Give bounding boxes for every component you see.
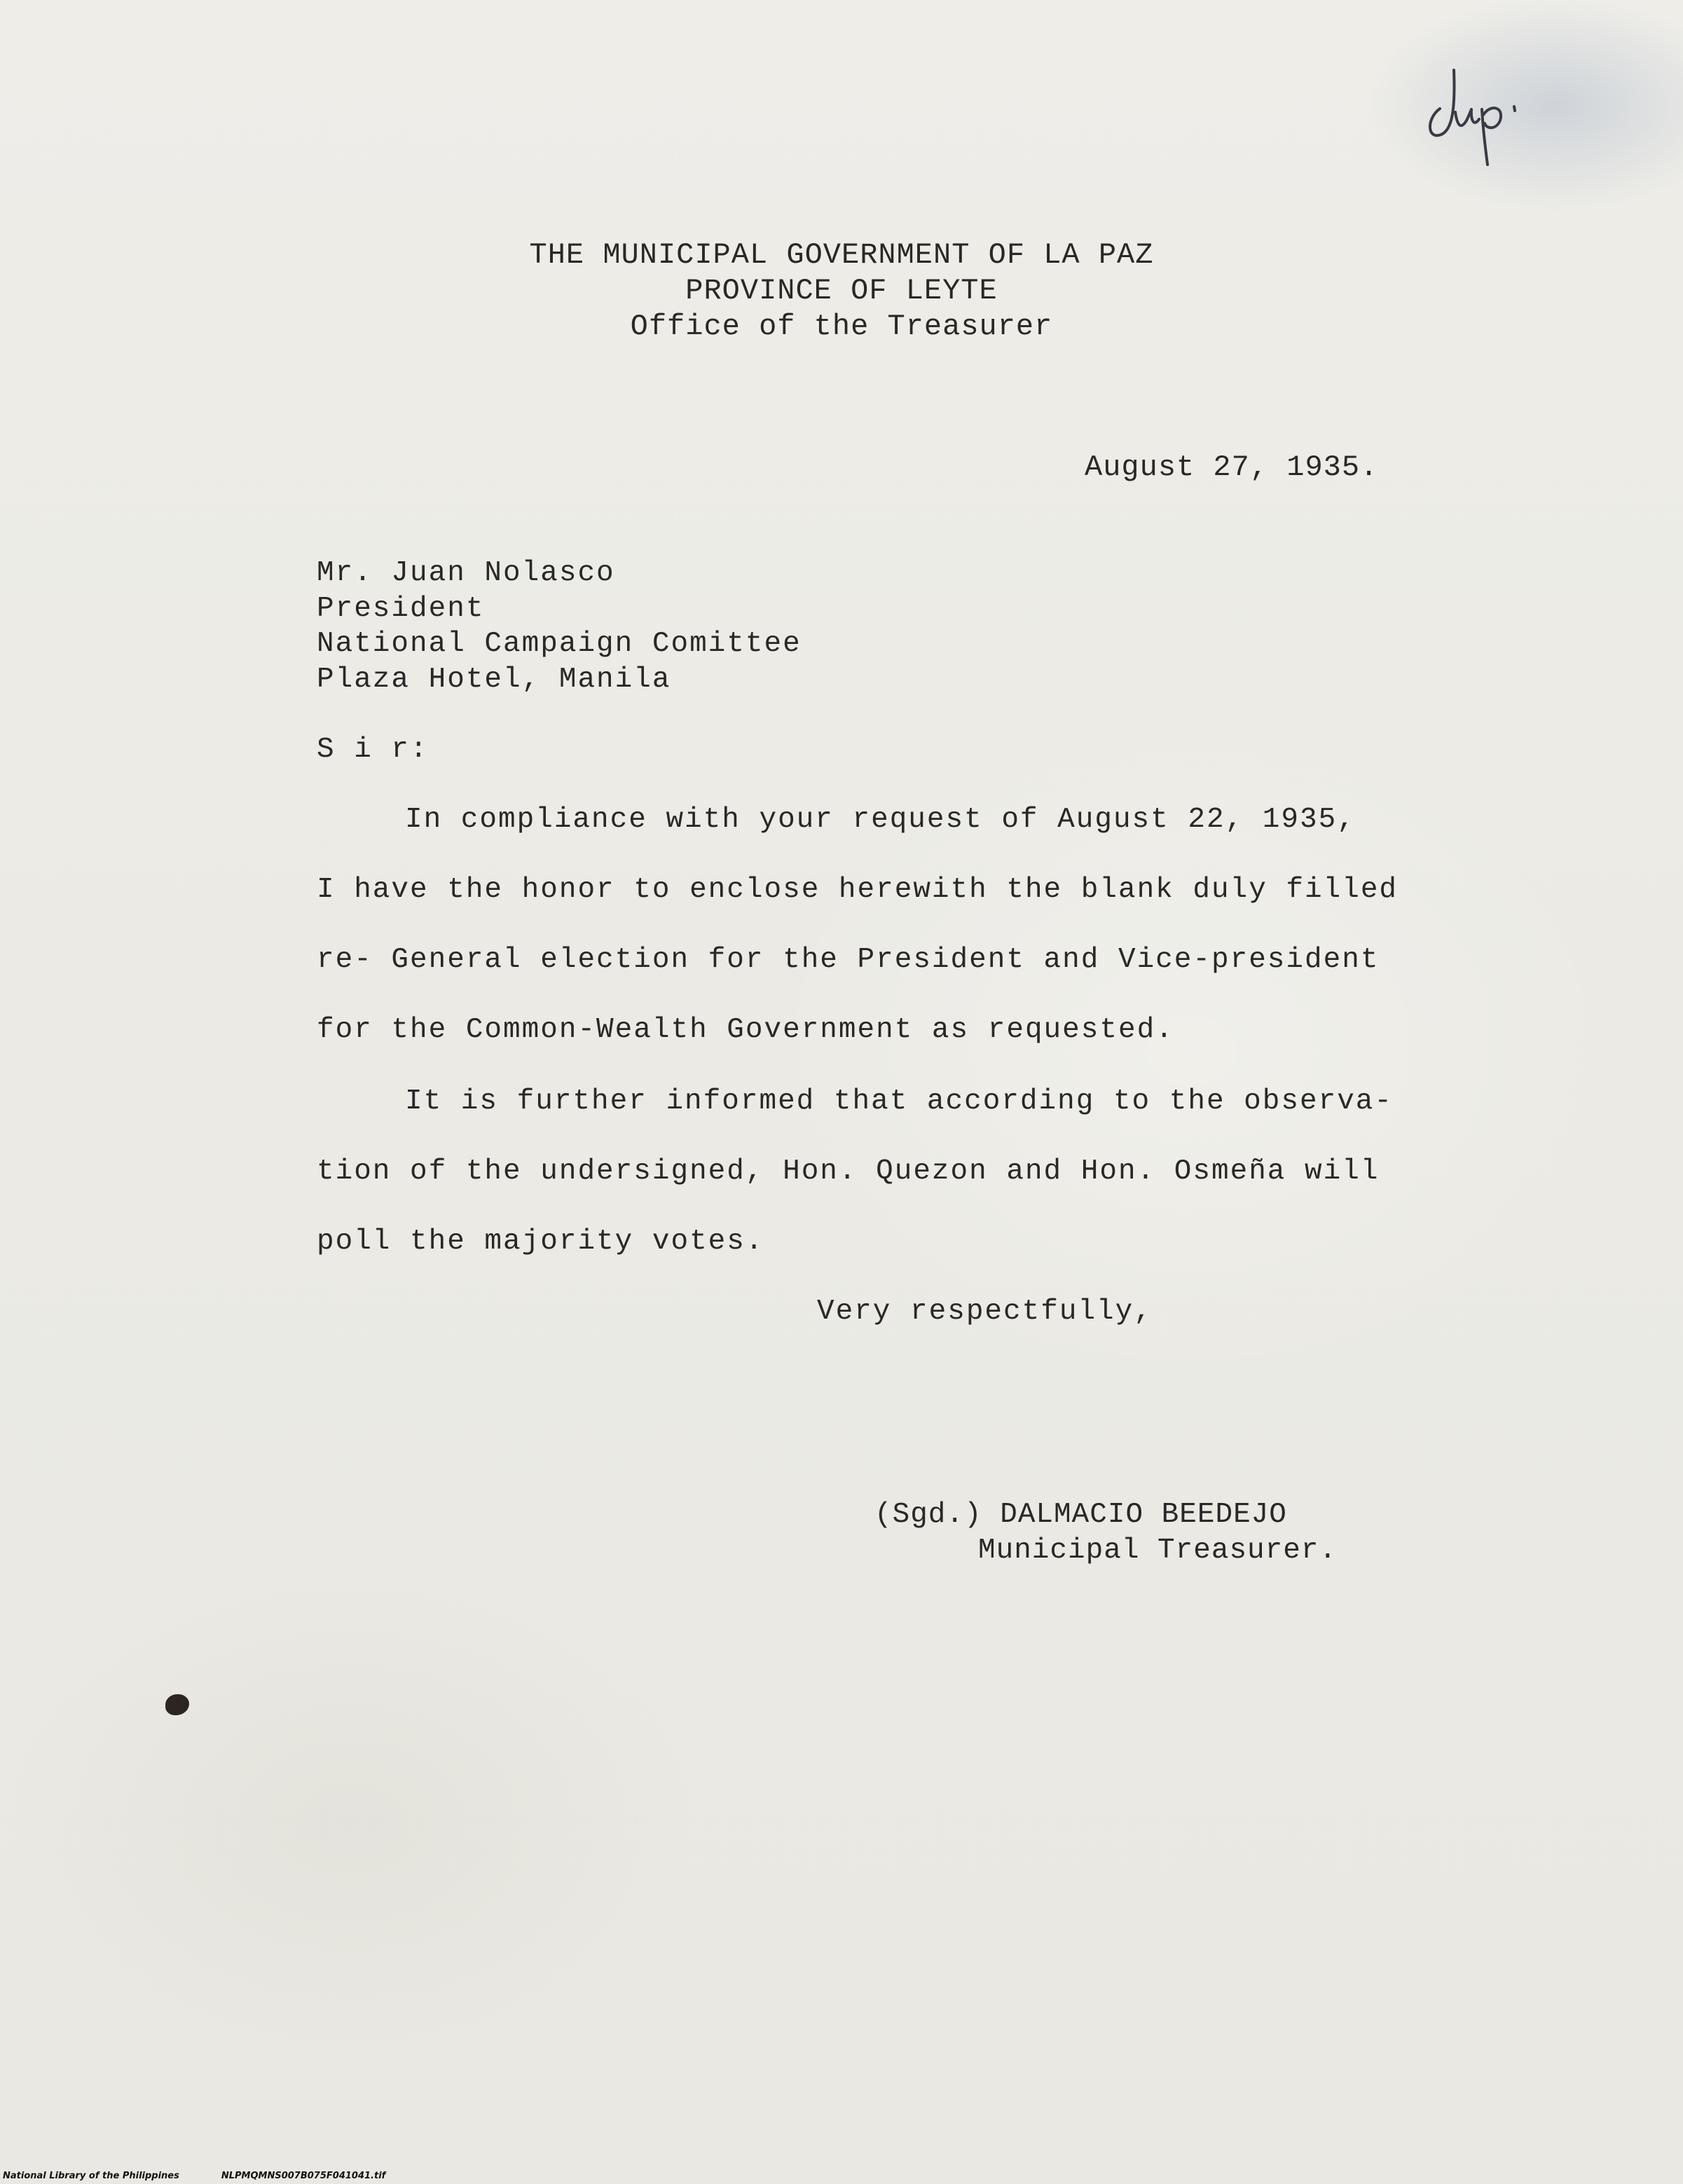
addressee-organization: National Campaign Comittee — [317, 628, 802, 660]
body-line: It is further informed that according to the observa- — [405, 1085, 1394, 1118]
footer-library: National Library of the Philippines — [3, 2171, 179, 2181]
letter-date: August 27, 1935. — [1085, 451, 1379, 484]
body-line: tion of the undersigned, Hon. Quezon and Hon. Osmeña will — [317, 1155, 1380, 1188]
ink-blot — [165, 1694, 189, 1715]
signature-title: Municipal Treasurer. — [978, 1534, 1338, 1567]
letterhead-province: PROVINCE OF LEYTE — [685, 274, 998, 308]
footer-file-id: NLPMQMNS007B075F041041.tif — [221, 2171, 386, 2181]
archive-footer — [3, 2171, 385, 2181]
addressee-title: President — [317, 593, 485, 625]
letterhead-office: Office of the Treasurer — [630, 310, 1053, 343]
letterhead-municipal-government: THE MUNICIPAL GOVERNMENT OF LA PAZ — [529, 238, 1154, 272]
body-line: poll the majority votes. — [317, 1225, 764, 1258]
signature-name: (Sgd.) DALMACIO BEEDEJO — [874, 1499, 1287, 1531]
body-line: for the Common-Wealth Government as requested. — [317, 1014, 1174, 1046]
body-line: I have the honor to enclose herewith the blank duly filled — [317, 874, 1399, 906]
handwritten-annotation-dup — [1419, 42, 1524, 168]
addressee-name: Mr. Juan Nolasco — [317, 557, 615, 589]
closing: Very respectfully, — [817, 1296, 1153, 1328]
salutation: S i r: — [317, 734, 429, 766]
body-line: In compliance with your request of August 22, 1935, — [405, 804, 1356, 836]
addressee-address: Plaza Hotel, Manila — [317, 664, 671, 696]
body-line: re- General election for the President and Vice-president — [317, 944, 1380, 976]
